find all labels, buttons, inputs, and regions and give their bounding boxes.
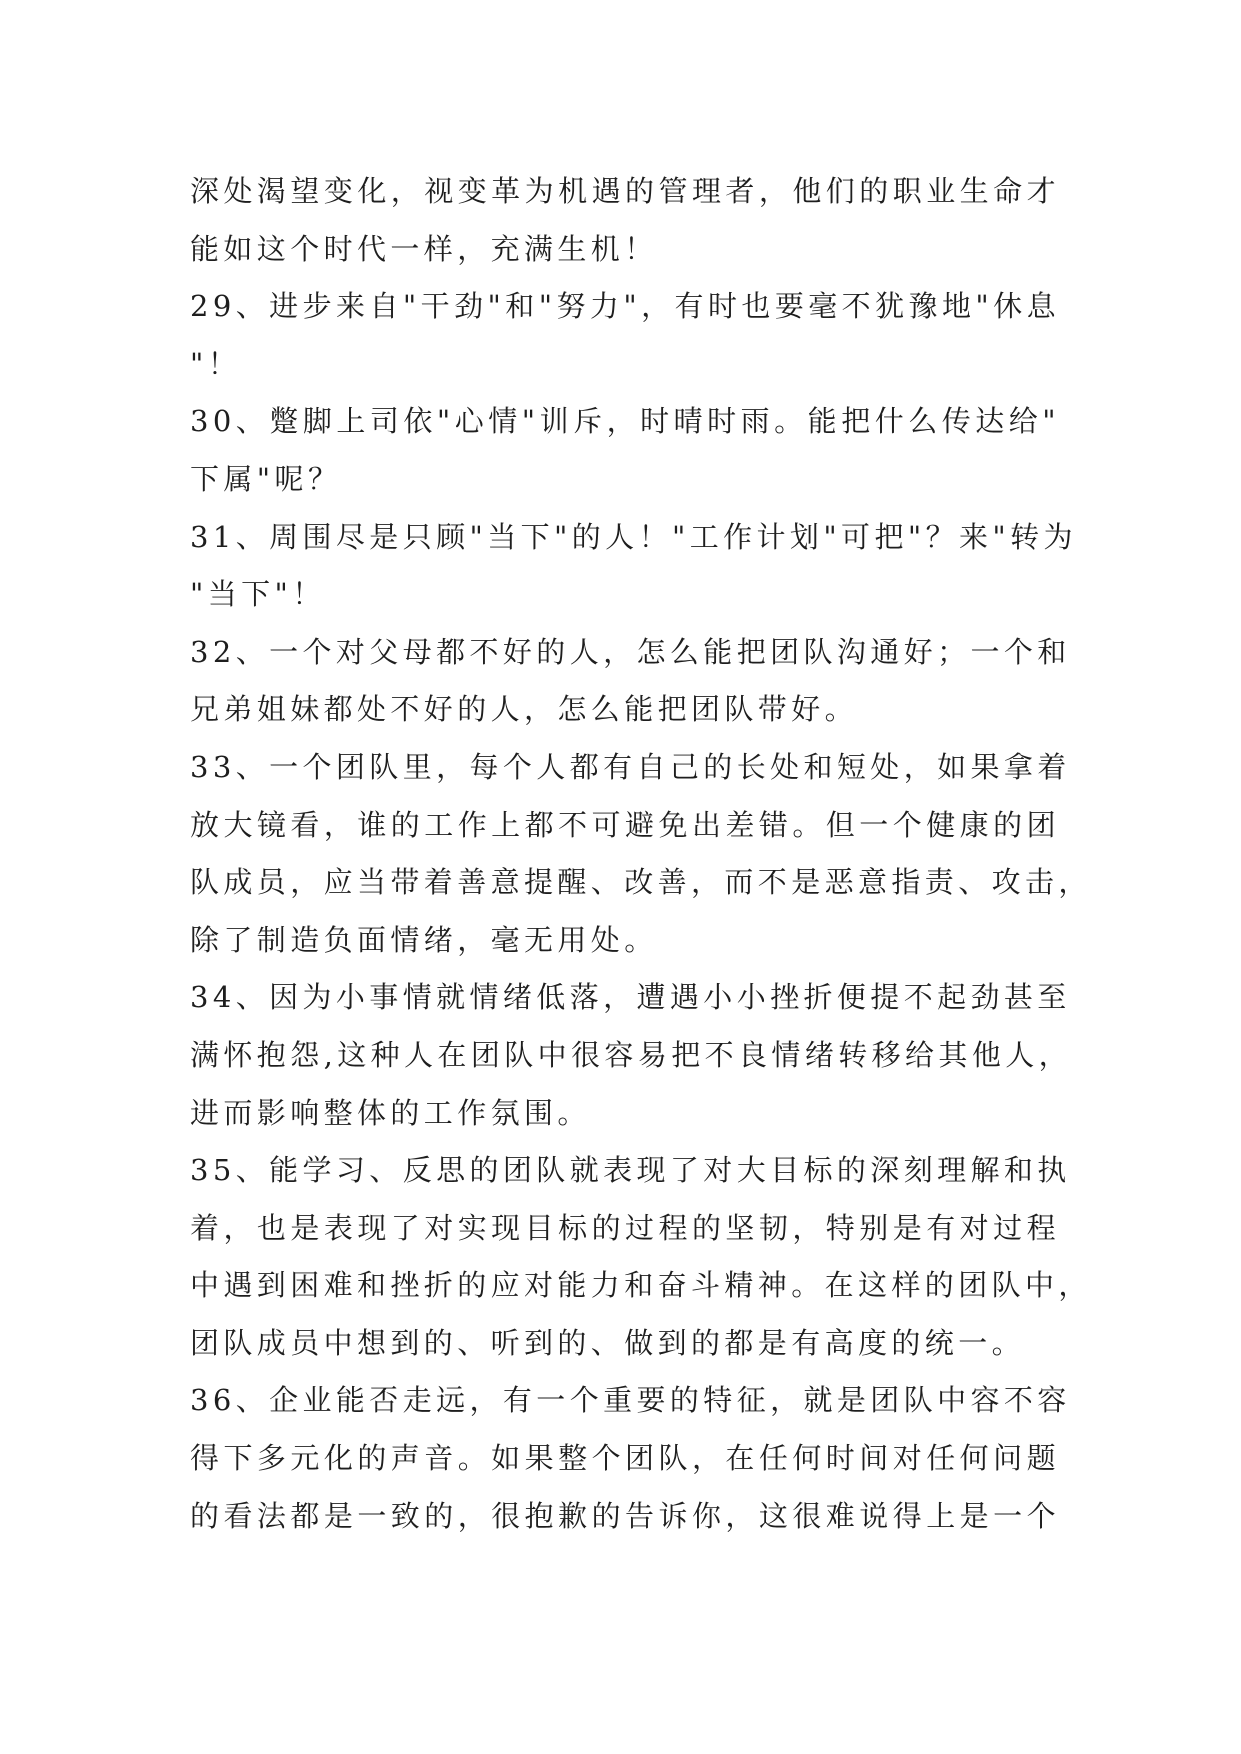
text-line: 30、蹩脚上司依"心情"训斥，时晴时雨。能把什么传达给" <box>190 404 1060 439</box>
text-line: 33、一个团队里，每个人都有自己的长处和短处，如果拿着 <box>190 749 1071 784</box>
text-line: 兄弟姐妹都处不好的人，怎么能把团队带好。 <box>190 692 859 727</box>
text-line: 着，也是表现了对实现目标的过程的坚韧，特别是有对过程 <box>190 1210 1060 1245</box>
text-line: 放大镜看，谁的工作上都不可避免出差错。但一个健康的团 <box>190 807 1060 842</box>
text-line: "！ <box>190 346 242 381</box>
text-line: 团队成员中想到的、听到的、做到的都是有高度的统一。 <box>190 1325 1026 1360</box>
text-line: 队成员，应当带着善意提醒、改善，而不是恶意指责、攻击， <box>190 865 1092 900</box>
text-line: 下属"呢？ <box>190 461 342 496</box>
text-line: 深处渴望变化，视变革为机遇的管理者，他们的职业生命才 <box>190 174 1060 208</box>
text-line: "当下"！ <box>190 577 326 612</box>
text-line: 能如这个时代一样，充满生机！ <box>190 231 658 266</box>
text-line: 得下多元化的声音。如果整个团队，在任何时间对任何问题 <box>190 1441 1060 1476</box>
text-line: 满怀抱怨,这种人在团队中很容易把不良情绪转移给其他人， <box>190 1037 1073 1072</box>
text-line: 的看法都是一致的，很抱歉的告诉你，这很难说得上是一个 <box>190 1498 1060 1533</box>
text-line: 34、因为小事情就情绪低落，遭遇小小挫折便提不起劲甚至 <box>190 980 1071 1015</box>
text-line: 进而影响整体的工作氛围。 <box>190 1095 591 1130</box>
text-line: 中遇到困难和挫折的应对能力和奋斗精神。在这样的团队中， <box>190 1268 1092 1303</box>
text-line: 32、一个对父母都不好的人，怎么能把团队沟通好；一个和 <box>190 634 1071 669</box>
text-line: 31、周围尽是只顾"当下"的人！"工作计划"可把"？来"转为 <box>190 519 1077 554</box>
text-line: 35、能学习、反思的团队就表现了对大目标的深刻理解和执 <box>190 1153 1071 1188</box>
text-line: 36、企业能否走远，有一个重要的特征，就是团队中容不容 <box>190 1383 1071 1418</box>
text-line: 除了制造负面情绪，毫无用处。 <box>190 922 658 957</box>
text-line: 29、进步来自"干劲"和"努力"，有时也要毫不犹豫地"休息 <box>190 289 1060 324</box>
document-body <box>190 163 1092 1545</box>
